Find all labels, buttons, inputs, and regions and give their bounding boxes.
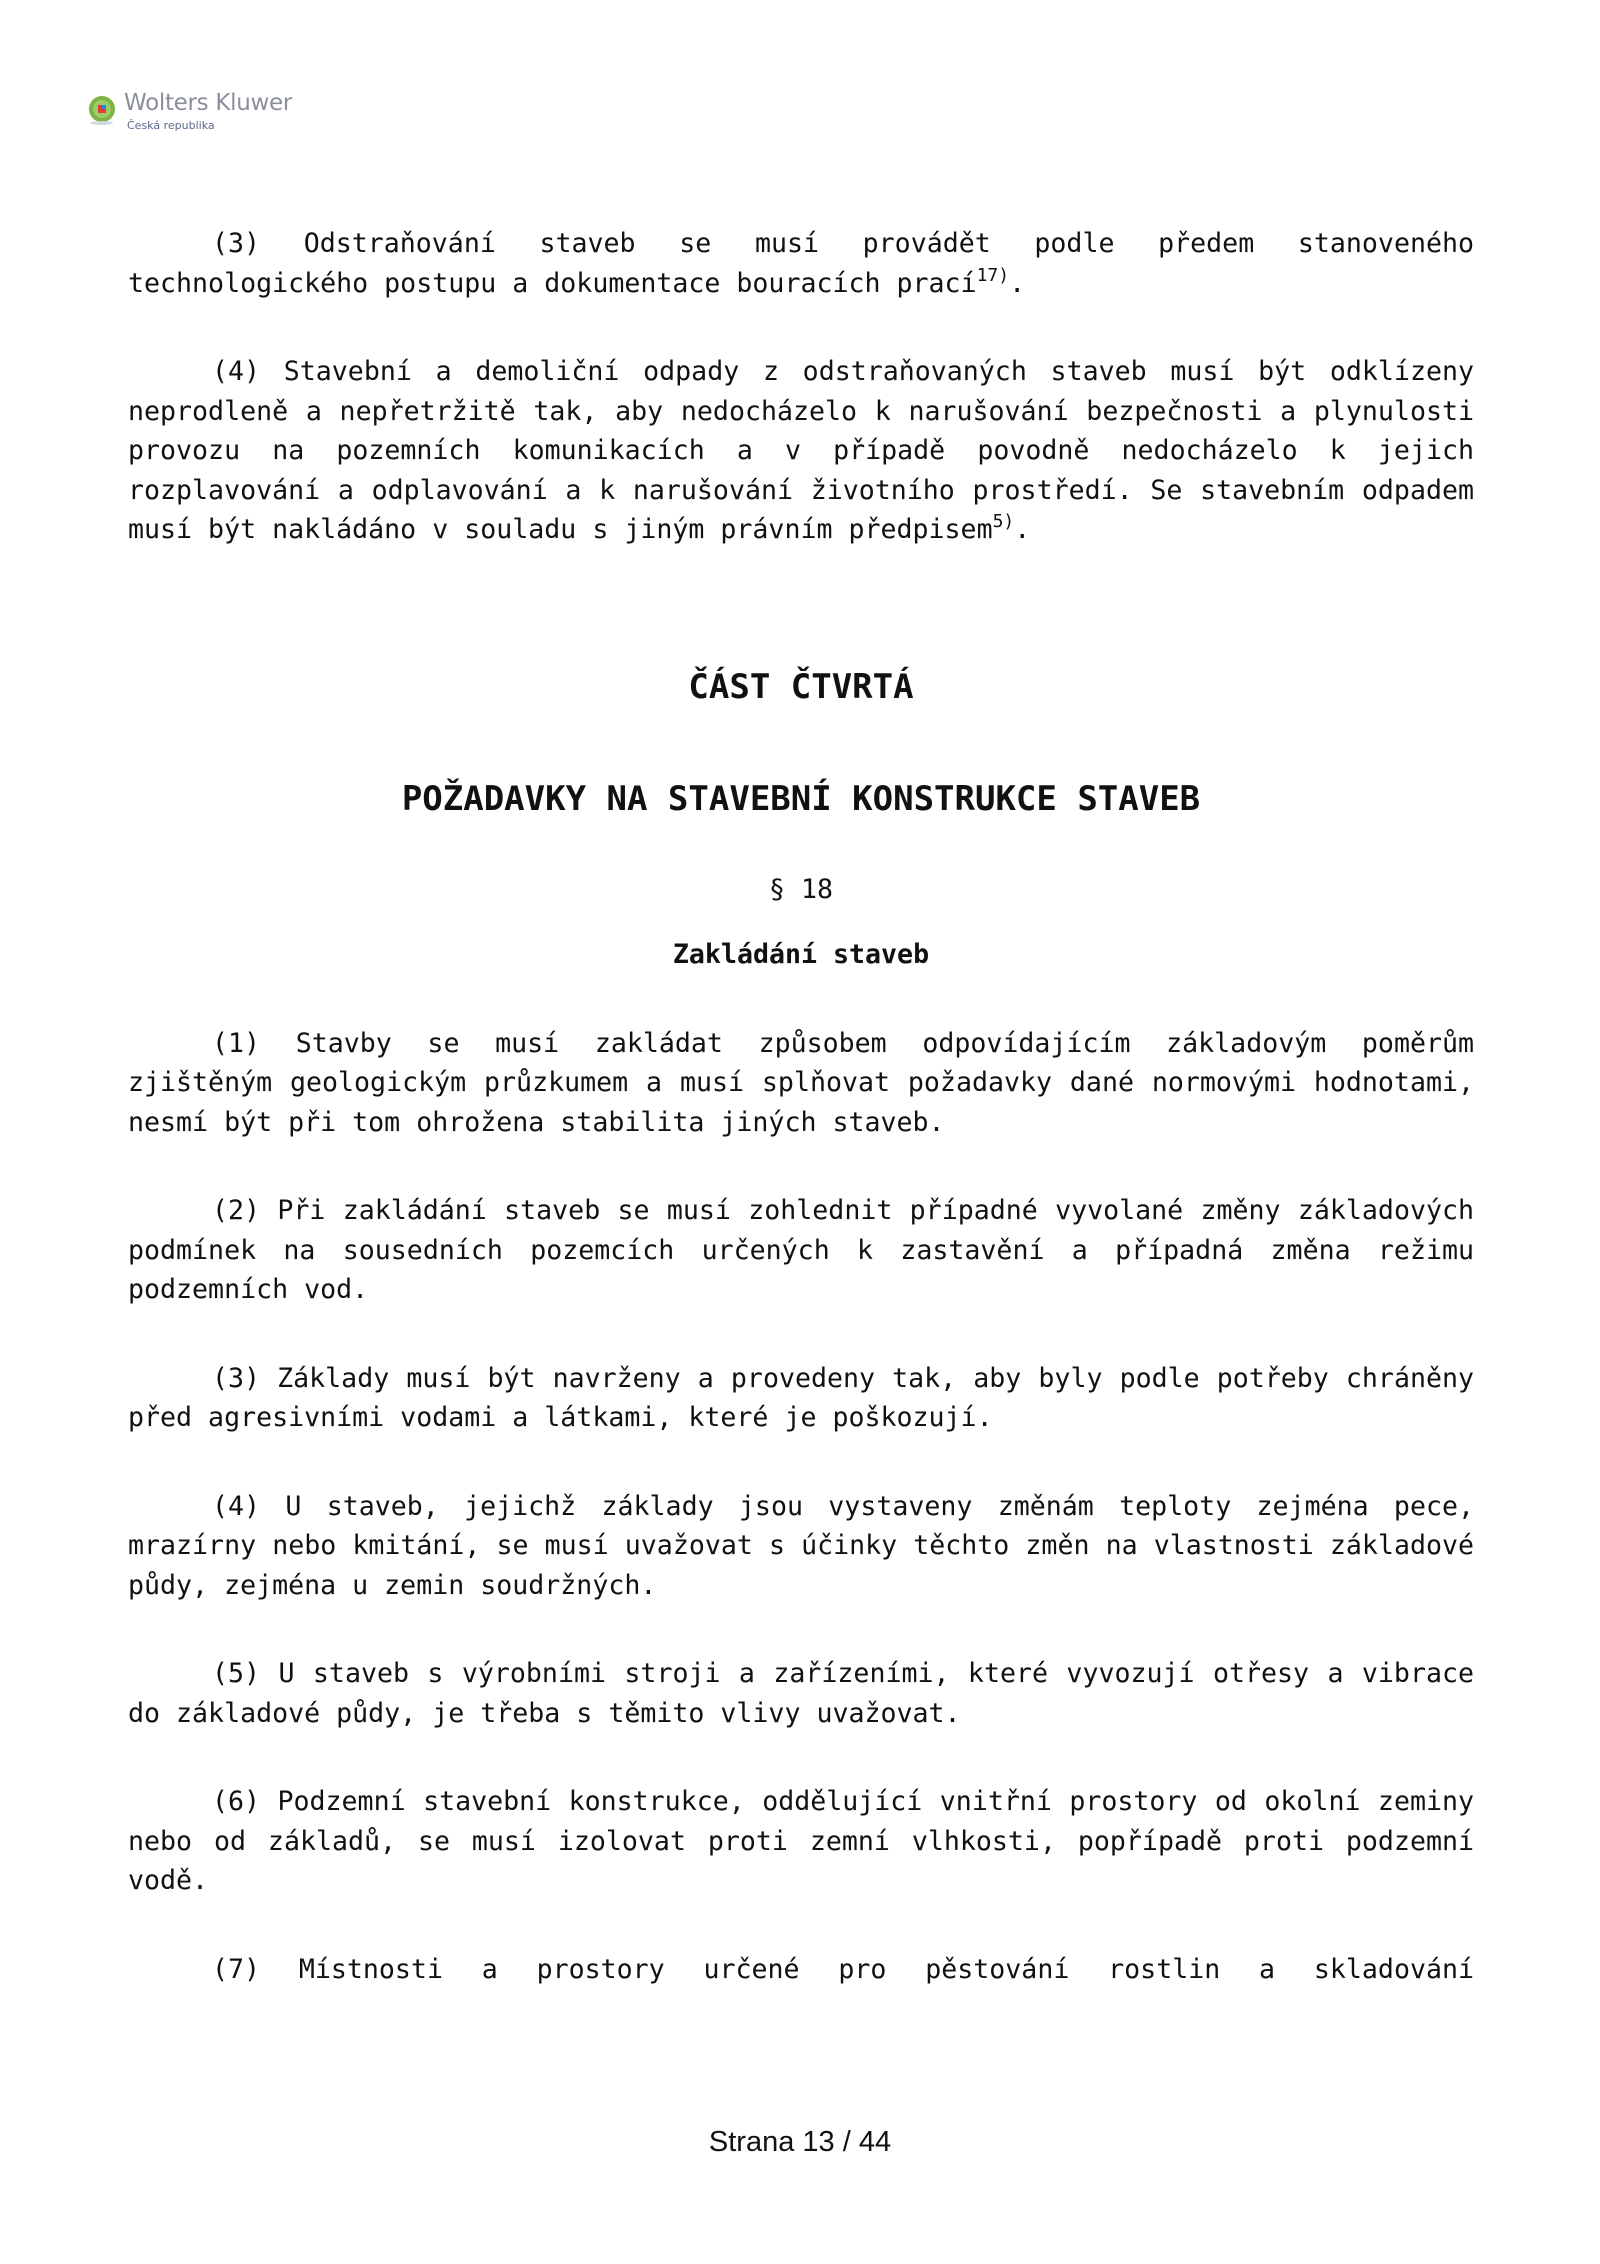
paragraph-17-3 — [128, 224, 1474, 303]
paragraph-17-4 — [128, 352, 1474, 550]
paragraph-18-5: (5) U staveb s výrobními stroji a zařízeními, které vyvozují otřesy a vibrace do základové půdy, je třeba s těmito vlivy uvažovat. — [128, 1658, 1474, 1729]
paragraph-18-4: (4) U staveb, jejichž základy jsou vystaveny změnám teploty zejména pece, mrazírny nebo kmitání, se musí uvažovat s účinky těchto změn na vlastnosti základové půdy, zejména u zemin soudržných. — [128, 1490, 1474, 1601]
paragraph-tail: . — [1009, 267, 1026, 299]
paragraph-18-2: (2) Při zakládání staveb se musí zohlednit případné vyvolané změny základových podmínek na sousedních pozemcích určených k zastavění a případná změna režimu podzemních vod. — [128, 1195, 1474, 1305]
paragraph-18-7: (7) Místnosti a prostory určené pro pěstování rostlin a skladování — [212, 1953, 1474, 1985]
footnote-ref[interactable]: 5) — [992, 511, 1015, 532]
logo-subbrand: Česká republika — [127, 119, 215, 132]
paragraph-18-6: (6) Podzemní stavební konstrukce, oddělující vnitřní prostory od okolní zeminy nebo od základů, se musí izolovat proti zemní vlhkosti, popřípadě proti podzemní vodě. — [128, 1786, 1474, 1896]
document-body — [128, 224, 1474, 2038]
paragraph-tail: . — [1014, 514, 1031, 545]
paragraph-18-1: (1) Stavby se musí zakládat způsobem odpovídajícím základovým poměrům zjištěným geologickým průzkumem a musí splňovat požadavky dané normovými hodnotami, nesmí být při tom ohrožena stabilita jiných staveb. — [128, 1027, 1474, 1138]
wolters-kluwer-logo — [86, 92, 292, 131]
part-subtitle: POŽADAVKY NA STAVEBNÍ KONSTRUKCE STAVEB — [401, 778, 1201, 819]
wolters-kluwer-logo-icon — [86, 94, 118, 126]
logo-brand-name: Wolters Kluwer — [124, 90, 293, 116]
paragraph-18-3: (3) Základy musí být navrženy a provedeny tak, aby byly podle potřeby chráněny před agresivními vodami a látkami, které je poškozují. — [128, 1362, 1474, 1433]
part-title: ČÁST ČTVRTÁ — [688, 666, 914, 707]
paragraph-text: (3) Odstraňování staveb se musí provádět podle předem stanoveného technologického postupu a dokumentace bouracích prací — [128, 228, 1474, 299]
section-number: § 18 — [768, 873, 834, 905]
page-number: Strana 13 / 44 — [708, 2126, 892, 2158]
section-title: Zakládání staveb — [672, 939, 930, 970]
footnote-ref[interactable]: 17) — [976, 264, 1010, 286]
paragraph-text: (4) Stavební a demoliční odpady z odstraňovaných staveb musí být odklízeny neprodleně a nepřetržitě tak, aby nedocházelo k narušování bezpečnosti a plynulosti provozu na pozemních komunikacích a v případě povodně nedocházelo k jejich rozplavování a odplavování a k narušování životního prostředí. Se stavebním odpadem musí být nakládáno v souladu s jiným právním předpisem — [128, 356, 1474, 545]
